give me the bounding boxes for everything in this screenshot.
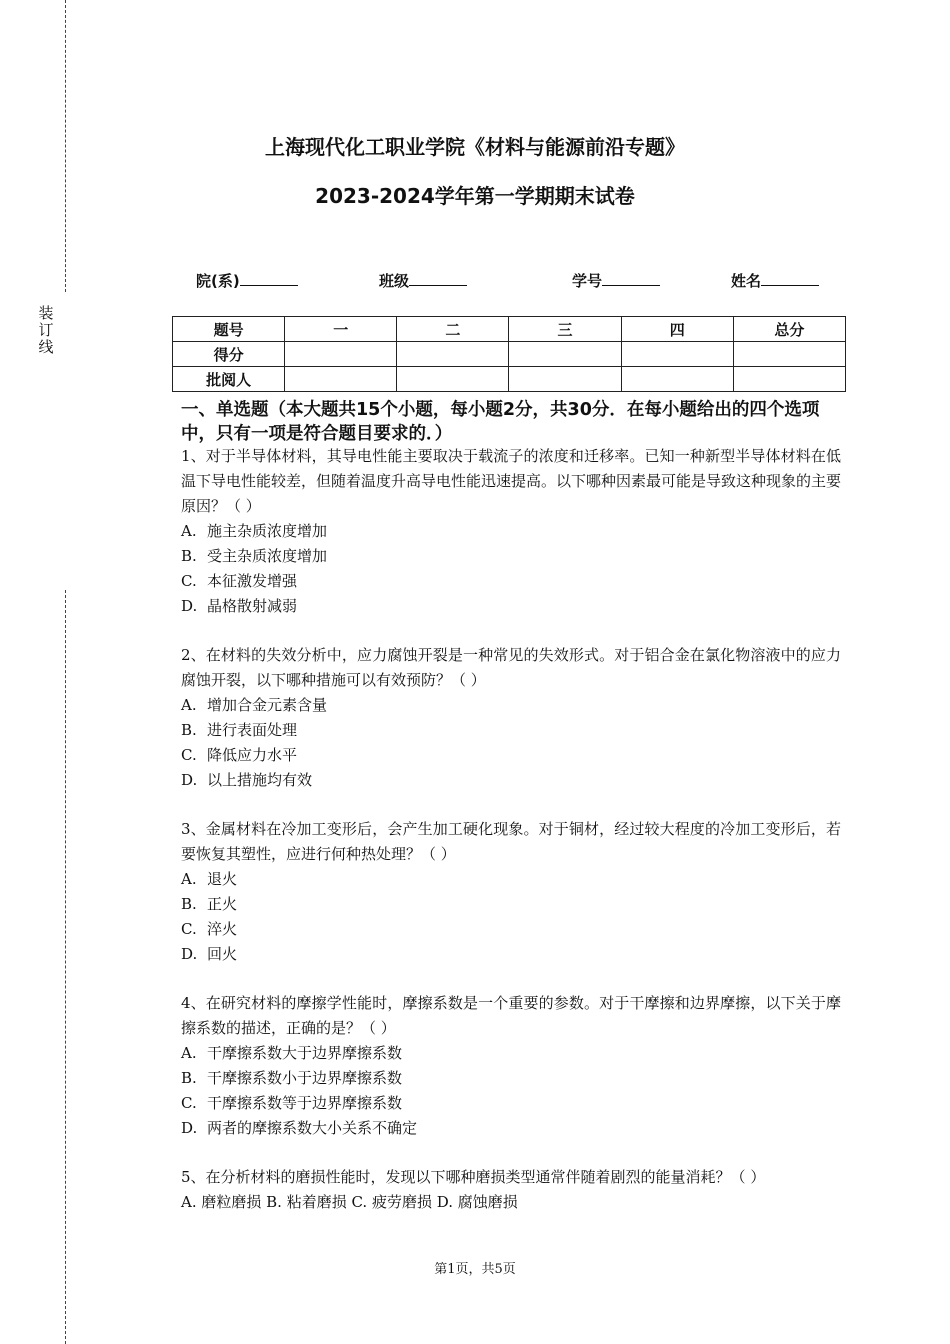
student-id-label: 学号 [572, 272, 603, 290]
grader-row-label: 批阅人 [173, 367, 285, 392]
option-letter: B. [181, 721, 197, 739]
name-label: 姓名 [731, 272, 762, 290]
option-b[interactable] [181, 544, 841, 569]
option-letter: A. [181, 696, 197, 714]
option-letter: C. [181, 572, 197, 590]
option-b[interactable] [181, 718, 841, 743]
binding-char: 线 [38, 338, 54, 356]
option-d[interactable] [181, 594, 841, 619]
option-letter: D. [181, 945, 198, 963]
binding-label [36, 305, 56, 356]
option-c[interactable] [181, 743, 841, 768]
option-a[interactable] [181, 867, 841, 892]
option-d[interactable] [181, 768, 841, 793]
department-blank[interactable] [240, 269, 298, 286]
question-stem: 5、在分析材料的磨损性能时，发现以下哪种磨损类型通常伴随着剧烈的能量消耗？（ ） [181, 1168, 766, 1186]
option-letter: A. [181, 1044, 197, 1062]
question-stem: 2、在材料的失效分析中，应力腐蚀开裂是一种常见的失效形式。对于铝合金在氯化物溶液中的应力腐蚀开裂，以下哪种措施可以有效预防？（ ） [181, 646, 841, 689]
score-table-header-cell: 四 [621, 317, 733, 342]
option-text: 干摩擦系数小于边界摩擦系数 [207, 1069, 403, 1087]
class-label: 班级 [379, 272, 410, 290]
grader-cell[interactable] [397, 367, 509, 392]
grader-cell[interactable] [285, 367, 397, 392]
option-text: 干摩擦系数大于边界摩擦系数 [207, 1044, 403, 1062]
option-text: 干摩擦系数等于边界摩擦系数 [207, 1094, 403, 1112]
option-letter: D. [181, 597, 198, 615]
option-letter: C. [181, 746, 197, 764]
option-text: 回火 [207, 945, 238, 963]
department-field[interactable] [196, 269, 298, 291]
option-letter: A. [181, 870, 197, 888]
question-5 [181, 1165, 841, 1215]
class-field[interactable] [379, 269, 467, 291]
score-table-header-cell: 一 [285, 317, 397, 342]
question-3 [181, 817, 841, 967]
option-letter: A. [181, 522, 197, 540]
score-table-header-cell: 三 [509, 317, 621, 342]
department-label: 院(系) [196, 272, 240, 290]
question-1 [181, 444, 841, 619]
option-letter: B. [181, 895, 197, 913]
score-table-header-row [173, 317, 846, 342]
score-table-header-cell: 二 [397, 317, 509, 342]
option-text: 两者的摩擦系数大小关系不确定 [207, 1119, 418, 1137]
option-text: 正火 [207, 895, 238, 913]
student-id-field[interactable] [572, 269, 660, 291]
score-table-row [173, 342, 846, 367]
option-c[interactable] [181, 569, 841, 594]
name-field[interactable] [731, 269, 819, 291]
option-text: 晶格散射减弱 [207, 597, 298, 615]
binding-dashed-line-bottom [65, 590, 66, 1344]
option-letter: C. [181, 920, 197, 938]
score-row-label: 得分 [173, 342, 285, 367]
score-cell[interactable] [733, 342, 845, 367]
options-inline[interactable]: A. 磨粒磨损 B. 粘着磨损 C. 疲劳磨损 D. 腐蚀磨损 [181, 1193, 518, 1211]
student-info-row [0, 269, 950, 291]
binding-char: 装 [38, 304, 54, 322]
option-text: 降低应力水平 [207, 746, 298, 764]
score-table-row [173, 367, 846, 392]
option-b[interactable] [181, 892, 841, 917]
option-letter: C. [181, 1094, 197, 1112]
student-id-blank[interactable] [602, 269, 660, 286]
grader-cell[interactable] [733, 367, 845, 392]
option-letter: B. [181, 1069, 197, 1087]
class-blank[interactable] [409, 269, 467, 286]
score-cell[interactable] [285, 342, 397, 367]
option-letter: D. [181, 771, 198, 789]
option-letter: D. [181, 1119, 198, 1137]
option-text: 受主杂质浓度增加 [207, 547, 328, 565]
option-text: 退火 [207, 870, 238, 888]
exam-title: 上海现代化工职业学院《材料与能源前沿专题》 [265, 135, 685, 159]
name-blank[interactable] [761, 269, 819, 286]
question-stem: 3、金属材料在冷加工变形后，会产生加工硬化现象。对于铜材，经过较大程度的冷加工变形后，若要恢复其塑性，应进行何种热处理？（ ） [181, 820, 841, 863]
question-stem: 4、在研究材料的摩擦学性能时，摩擦系数是一个重要的参数。对于干摩擦和边界摩擦，以下关于摩擦系数的描述，正确的是？（ ） [181, 994, 841, 1037]
binding-char: 订 [38, 321, 54, 339]
grader-cell[interactable] [509, 367, 621, 392]
page-number: 第1页，共5页 [434, 1262, 516, 1277]
option-a[interactable] [181, 1041, 841, 1066]
option-d[interactable] [181, 942, 841, 967]
question-2 [181, 643, 841, 793]
option-c[interactable] [181, 917, 841, 942]
option-letter: B. [181, 547, 197, 565]
score-table-header-cell: 题号 [173, 317, 285, 342]
option-a[interactable] [181, 693, 841, 718]
option-a[interactable] [181, 519, 841, 544]
score-table-header-cell: 总分 [733, 317, 845, 342]
option-text: 淬火 [207, 920, 238, 938]
option-text: 施主杂质浓度增加 [207, 522, 328, 540]
grader-cell[interactable] [621, 367, 733, 392]
option-b[interactable] [181, 1066, 841, 1091]
score-cell[interactable] [397, 342, 509, 367]
score-cell[interactable] [621, 342, 733, 367]
option-text: 本征激发增强 [207, 572, 298, 590]
score-table [172, 316, 846, 392]
exam-subtitle: 2023-2024学年第一学期期末试卷 [315, 184, 635, 208]
question-4 [181, 991, 841, 1141]
option-text: 以上措施均有效 [207, 771, 313, 789]
option-c[interactable] [181, 1091, 841, 1116]
question-stem: 1、对于半导体材料，其导电性能主要取决于载流子的浓度和迁移率。已知一种新型半导体材料在低温下导电性能较差，但随着温度升高导电性能迅速提高。以下哪种因素最可能是导致这种现象的主要原因？（ ） [181, 447, 842, 515]
section-heading: 一、单选题（本大题共15个小题，每小题2分，共30分．在每小题给出的四个选项中，只有一项是符合题目要求的．） [181, 400, 820, 444]
score-cell[interactable] [509, 342, 621, 367]
option-text: 增加合金元素含量 [207, 696, 328, 714]
option-text: 进行表面处理 [207, 721, 298, 739]
option-d[interactable] [181, 1116, 841, 1141]
